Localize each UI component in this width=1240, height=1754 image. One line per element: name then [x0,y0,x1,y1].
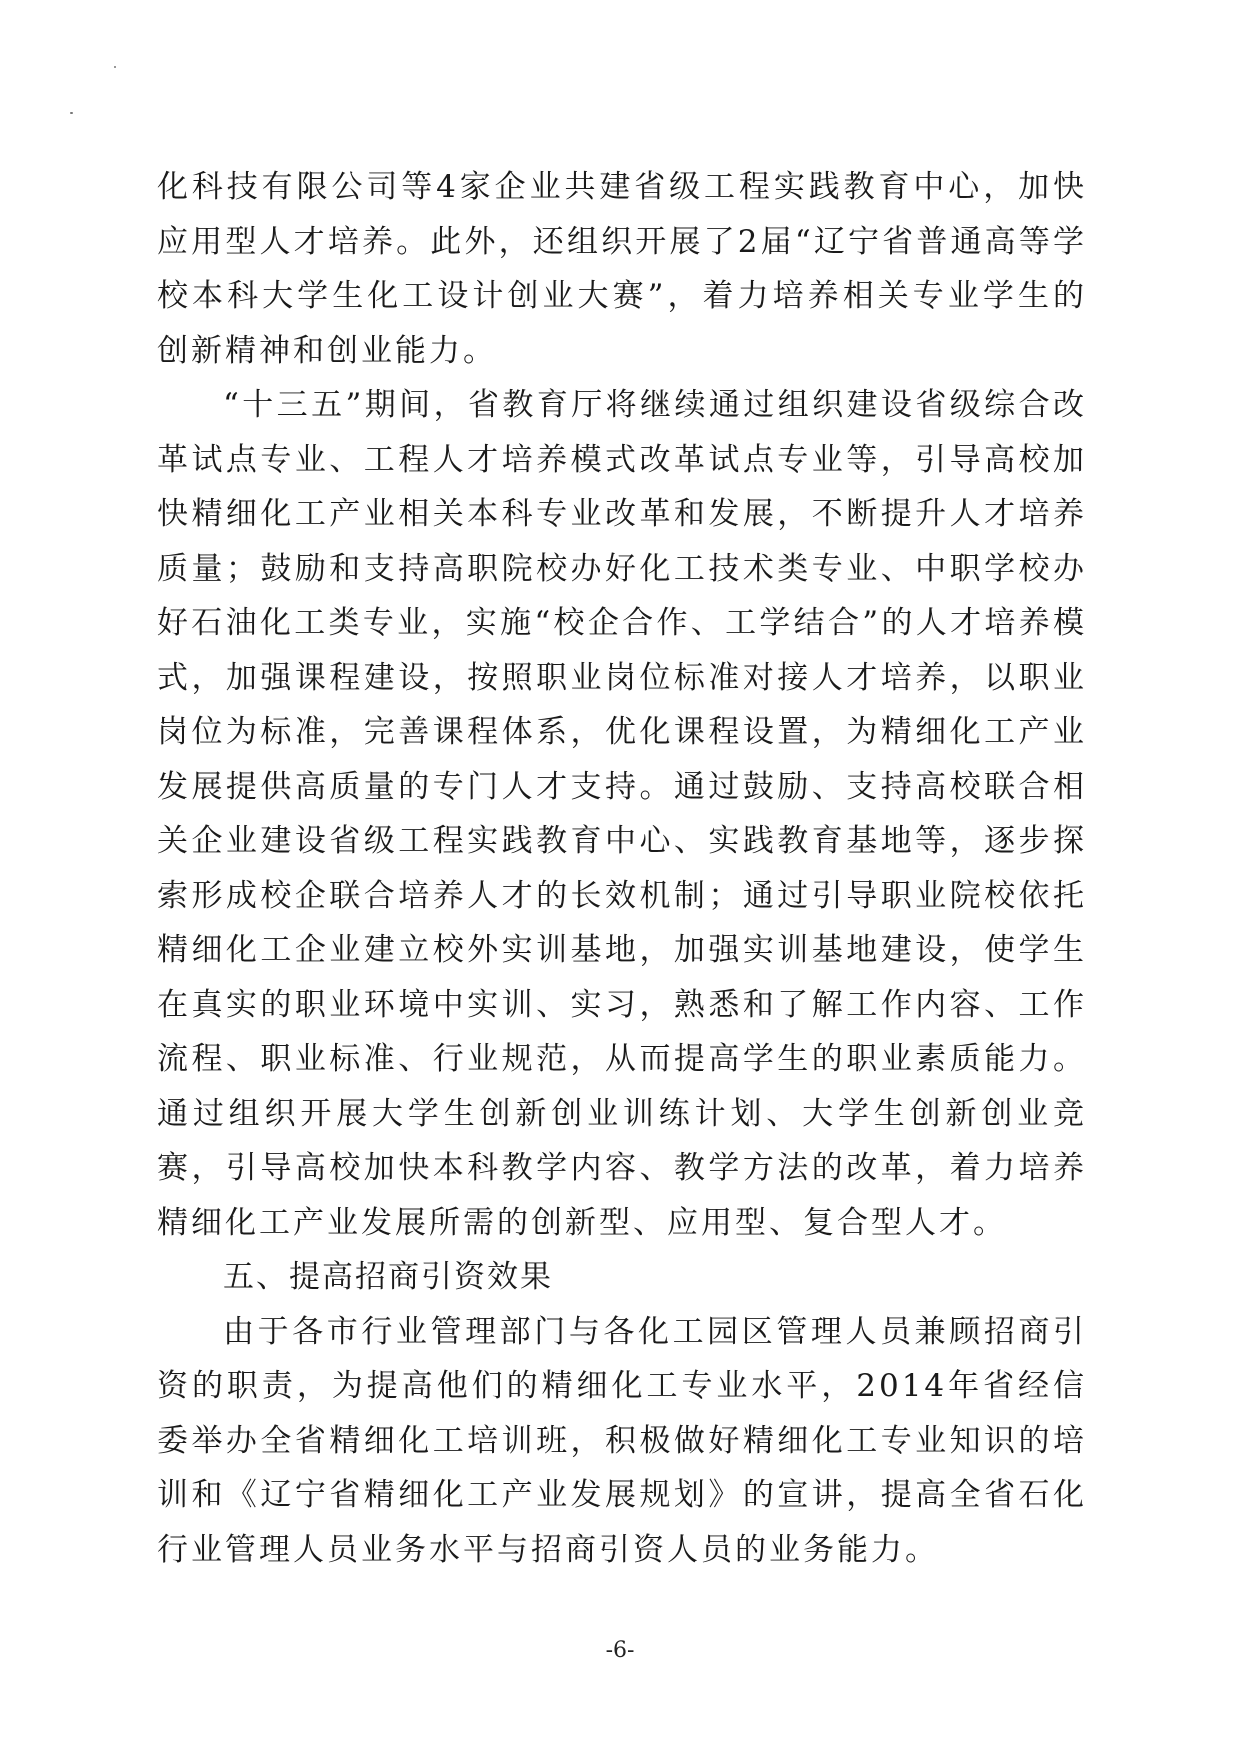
paragraph-thirteenth-five-year: “十三五”期间，省教育厅将继续通过组织建设省级综合改革试点专业、工程人才培养模式改革试点专业等，引导高校加快精细化工产业相关本科专业改革和发展，不断提升人才培养质量；鼓励和支持高职院校办好化工技术类专业、中职学校办好石油化工类专业，实施“校企合作、工学结合”的人才培养模式，加强课程建设，按照职业岗位标准对接人才培养，以职业岗位为标准，完善课程体系，优化课程设置，为精细化工产业发展提供高质量的专门人才支持。通过鼓励、支持高校联合相关企业建设省级工程实践教育中心、实践教育基地等，逐步探索形成校企联合培养人才的长效机制；通过引导职业院校依托精细化工企业建立校外实训基地，加强实训基地建设，使学生在真实的职业环境中实训、实习，熟悉和了解工作内容、工作流程、职业标准、行业规范，从而提高学生的职业素质能力。通过组织开展大学生创新创业训练计划、大学生创新创业竞赛，引导高校加快本科教学内容、教学方法的改革，着力培养精细化工产业发展所需的创新型、应用型、复合型人才。 [157,387,1087,1241]
scan-speck-mark [114,66,116,68]
scan-speck-mark [70,112,73,114]
paragraph-investment-promotion: 由于各市行业管理部门与各化工园区管理人员兼顾招商引资的职责，为提高他们的精细化工专业水平，2014年省经信委举办全省精细化工培训班，积极做好精细化工专业知识的培训和《辽宁省精细化工产业发展规划》的宣讲，提高全省石化行业管理人员业务水平与招商引资人员的业务能力。 [157,1313,1087,1568]
paragraph-continuation: 化科技有限公司等4家企业共建省级工程实践教育中心，加快应用型人才培养。此外，还组织开展了2届“辽宁省普通高等学校本科大学生化工设计创业大赛”，着力培养相关专业学生的创新精神和创业能力。 [157,169,1087,369]
document-body [157,160,1087,1577]
page-number: -6- [605,1638,635,1663]
section-heading: 五、提高招商引资效果 [223,1259,553,1295]
